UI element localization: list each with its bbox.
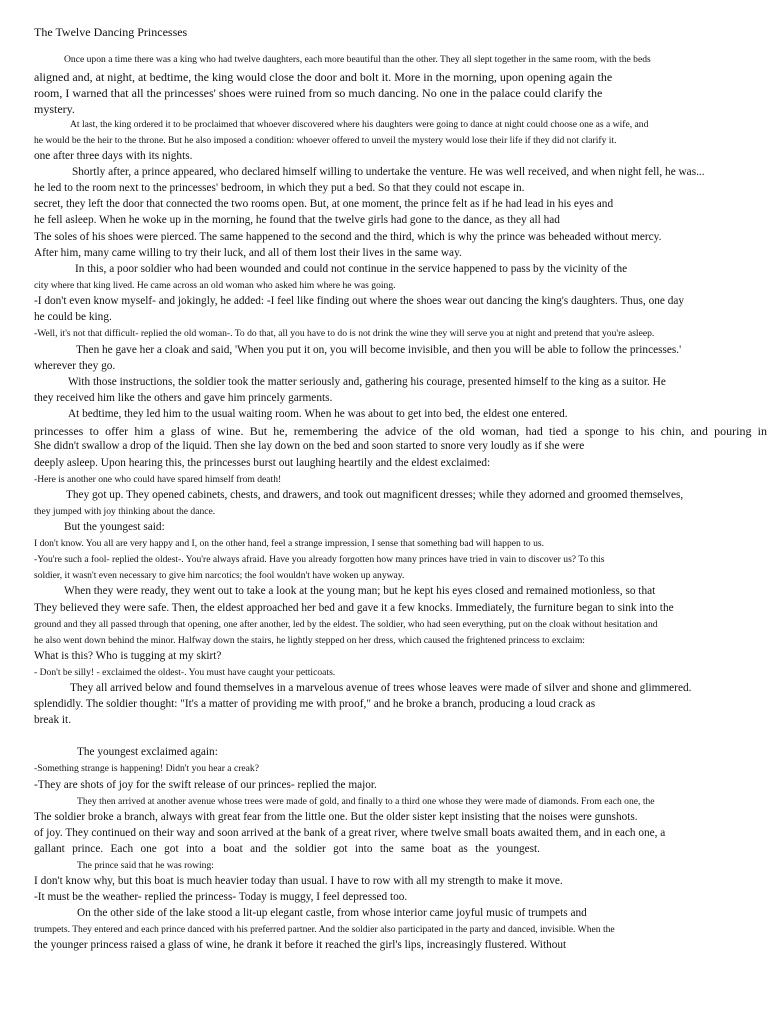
text-line: they received him like the others and gave him princely garments. [34,392,333,404]
text-line: -I don't even know myself- and jokingly, he added: -I feel like finding out where the shoes wear out dancing the king's daughters. Thus, one day [34,295,685,307]
text-line: they jumped with joy thinking about the dance. [34,506,216,517]
text-line: of joy. They continued on their way and soon arrived at the bank of a great river, where twelve small boats awaited them, and in each one, a [34,827,666,839]
text-line: At last, the king ordered it to be proclaimed that whoever discovered where his daughters were going to dance at night could choose one as a wife, and [70,119,649,130]
text-line: secret, they left the door that connected the two rooms open. But, at one moment, the prince felt as if he had lead in his eyes and [34,198,614,210]
text-line: They all arrived below and found themselves in a marvelous avenue of trees whose leaves were made of silver and shone and glimmered. [70,682,692,694]
text-line: -You're such a fool- replied the oldest-. You're always afraid. Have you already forgotten how many princes have tried in vain to discover us? To this [34,554,605,565]
text-line: the younger princess raised a glass of wine, he drank it before it reached the girl's lips, increasingly flustered. Without [34,939,567,951]
text-line: wherever they go. [34,360,116,372]
text-line: The prince said that he was rowing: [77,860,214,871]
text-line: After him, many came willing to try their luck, and all of them lost their lives in the same way. [34,247,462,259]
text-line: The youngest exclaimed again: [77,746,218,758]
text-line: But the youngest said: [64,521,165,533]
text-line: splendidly. The soldier thought: "It's a matter of providing me with proof," and he broke a branch, producing a loud crack as [34,698,596,710]
text-line: he would be the heir to the throne. But he also imposed a condition: whoever offered to unveil the mystery would lose their life if they did not clarify it. [34,135,617,146]
text-line: soldier, it wasn't even necessary to give him narcotics; the fool wouldn't have woken up anyway. [34,570,405,581]
text-line: When they were ready, they went out to take a look at the young man; but he kept his eyes closed and remained motionless, so that [64,585,656,597]
text-line: he fell asleep. When he woke up in the morning, he found that the twelve girls had gone to the dance, as they all had [34,214,560,226]
text-line: They then arrived at another avenue whose trees were made of gold, and finally to a third one whose they were made of diamonds. From each one, the [77,796,655,807]
text-line: The soldier broke a branch, always with great fear from the little one. But the older sister kept insisting that the noises were gunshots. [34,811,638,823]
text-line: trumpets. They entered and each prince danced with his preferred partner. And the soldier also participated in the party and danced, invisible. When the [34,924,615,935]
text-line: -They are shots of joy for the swift release of our princes- replied the major. [34,779,377,791]
text-line: he led to the room next to the princesses' bedroom, in which they put a bed. So that they could not escape in. [34,182,525,194]
text-line: gallant prince. Each one got into a boat and the soldier got into the same boat as the youngest. [34,844,540,855]
text-line: With those instructions, the soldier took the matter seriously and, gathering his courage, presented himself to the king as a suitor. He [68,376,666,388]
text-line: princesses to offer him a glass of wine. But he, remembering the advice of the old woman, had tied a sponge to his chin, and pouring in [34,425,767,438]
text-line: one after three days with its nights. [34,150,193,162]
text-line: On the other side of the lake stood a lit-up elegant castle, from whose interior came joyful music of trumpets and [77,907,587,919]
text-line: city where that king lived. He came across an old woman who asked him where he was going. [34,280,396,291]
text-line: She didn't swallow a drop of the liquid. Then she lay down on the bed and soon started to snore very loudly as if she were [34,440,585,452]
text-line: aligned and, at night, at bedtime, the king would close the door and bolt it. More in the morning, upon opening again the [34,70,613,84]
text-line: Shortly after, a prince appeared, who declared himself willing to undertake the venture. He was well received, and when night fell, he was... [72,166,705,178]
text-line: What is this? Who is tugging at my skirt? [34,650,222,662]
text-line: -Something strange is happening! Didn't you hear a creak? [34,763,259,774]
text-line: At bedtime, they led him to the usual waiting room. When he was about to get into bed, the eldest one entered. [68,408,568,420]
text-line: Once upon a time there was a king who had twelve daughters, each more beautiful than the other. They all slept together in the same room, with the beds [64,54,651,65]
text-line: break it. [34,714,72,726]
text-line: -Well, it's not that difficult- replied the old woman-. To do that, all you have to do is not drink the wine they will serve you at night and pretend that you're asleep. [34,328,655,339]
text-line: I don't know. You all are very happy and I, on the other hand, feel a strange impression, I sense that something bad will happen to us. [34,538,544,549]
text-line: Then he gave her a cloak and said, 'When you put it on, you will become invisible, and then you will be able to follow the princesses.' [76,344,682,356]
text-line: In this, a poor soldier who had been wounded and could not continue in the service happened to pass by the vicinity of the [75,263,628,275]
text-line: he could be king. [34,311,112,323]
text-line: I don't know why, but this boat is much heavier today than usual. I have to row with all my strength to make it move. [34,875,563,887]
text-line: - Don't be silly! - exclaimed the oldest-. You must have caught your petticoats. [34,667,336,678]
text-line: -It must be the weather- replied the princess- Today is muggy, I feel depressed too. [34,891,408,903]
text-line: The soles of his shoes were pierced. The same happened to the second and the third, which is why the prince was beheaded without mercy. [34,231,662,243]
text-line: They got up. They opened cabinets, chests, and drawers, and took out magnificent dresses; while they adorned and groomed themselves, [66,489,684,501]
text-line: deeply asleep. Upon hearing this, the princesses burst out laughing heartily and the eldest exclaimed: [34,457,491,469]
text-line: room, I warned that all the princesses' shoes were ruined from so much dancing. No one in the palace could clarify the [34,86,603,100]
text-line: They believed they were safe. Then, the eldest approached her bed and gave it a few knocks. Immediately, the furniture began to sink into the [34,602,674,614]
text-line: mystery. [34,102,75,116]
text-line: ground and they all passed through that opening, one after another, led by the eldest. The soldier, who had seen everything, put on the cloak without hesitation and [34,619,658,630]
text-line: he also went down behind the minor. Halfway down the stairs, he lightly stepped on her dress, which caused the frightened princess to exclaim: [34,635,585,646]
document-title: The Twelve Dancing Princesses [34,25,188,39]
text-line: -Here is another one who could have spared himself from death! [34,474,282,485]
